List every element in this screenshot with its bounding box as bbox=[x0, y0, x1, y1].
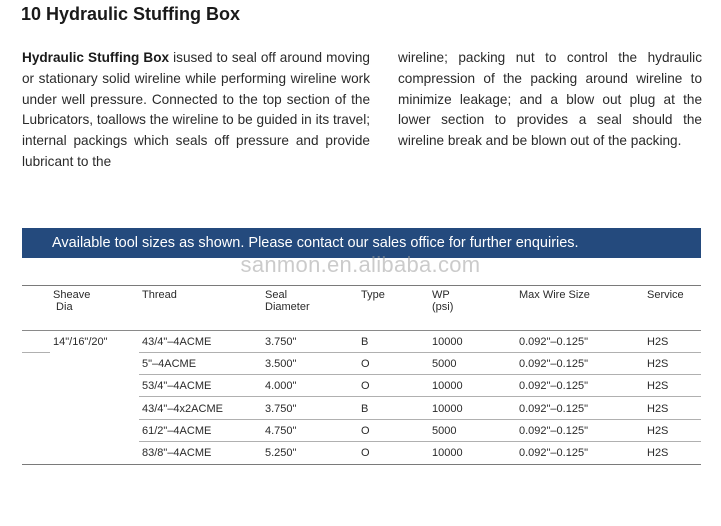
cell-thread: 53/4"–4ACME bbox=[142, 380, 212, 393]
header-seal-diameter: Seal Diameter bbox=[265, 289, 310, 313]
intro-left-column bbox=[22, 48, 370, 173]
cell-max-wire-size: 0.092"–0.125" bbox=[519, 358, 588, 371]
cell-max-wire-size: 0.092"–0.125" bbox=[519, 336, 588, 348]
page-title: 10 Hydraulic Stuffing Box bbox=[21, 4, 241, 24]
table-bottom-rule bbox=[22, 464, 701, 465]
cell-service: H2S bbox=[647, 447, 669, 459]
cell-type: O bbox=[361, 380, 370, 393]
intro-right-column: wireline; packing nut to control the hydraulic compression of the packing around wireline to minimize leakage; and a blow out plug at the lower section to provides a seal should the wireline break and be blown out of the packing. bbox=[398, 50, 702, 149]
cell-wp: 5000 bbox=[432, 358, 457, 371]
cell-wp: 10000 bbox=[432, 336, 463, 348]
cell-seal-diameter: 3.500" bbox=[265, 358, 297, 371]
header-rule bbox=[22, 330, 701, 331]
row-divider bbox=[139, 441, 701, 442]
cell-thread: 61/2"–4ACME bbox=[142, 424, 212, 437]
cell-wp: 10000 bbox=[432, 447, 463, 459]
watermark: sanmon.en.alibaba.com bbox=[240, 252, 481, 277]
cell-thread: 43/4"–4x2ACME bbox=[142, 402, 223, 415]
sheave-dia-value: 14"/16"/20" bbox=[53, 336, 108, 348]
cell-type: O bbox=[361, 424, 370, 437]
cell-service: H2S bbox=[647, 424, 669, 437]
cell-thread: 83/8"–4ACME bbox=[142, 447, 212, 459]
cell-seal-diameter: 4.750" bbox=[265, 424, 297, 437]
row-divider bbox=[139, 419, 701, 420]
cell-seal-diameter: 5.250" bbox=[265, 447, 297, 459]
cell-seal-diameter: 4.000" bbox=[265, 380, 297, 393]
cell-max-wire-size: 0.092"–0.125" bbox=[519, 402, 588, 415]
row-divider bbox=[139, 396, 701, 397]
cell-wp: 10000 bbox=[432, 380, 463, 393]
header-service: Service bbox=[647, 289, 684, 301]
cell-service: H2S bbox=[647, 336, 669, 348]
cell-seal-diameter: 3.750" bbox=[265, 402, 297, 415]
cell-wp: 10000 bbox=[432, 402, 463, 415]
cell-wp: 5000 bbox=[432, 424, 457, 437]
cell-service: H2S bbox=[647, 380, 669, 393]
cell-service: H2S bbox=[647, 358, 669, 371]
header-thread: Thread bbox=[142, 289, 177, 301]
header-wp: WP (psi) bbox=[432, 289, 454, 313]
product-name: Hydraulic Stuffing Box bbox=[22, 50, 170, 65]
header-sheave-dia: Sheave Dia bbox=[53, 289, 91, 313]
cell-thread: 43/4"–4ACME bbox=[142, 336, 212, 348]
header-type: Type bbox=[361, 289, 385, 301]
table-top-rule bbox=[22, 285, 701, 286]
cell-max-wire-size: 0.092"–0.125" bbox=[519, 447, 588, 459]
cell-type: O bbox=[361, 358, 370, 371]
intro-left-text: isused to seal off around moving or stationary solid wireline while performing wireline work under well pressure. Connected to the top section of the Lubricators, toallows the wireline to be guided in its travel; internal packings which seals off pressure and provide lubricant to the bbox=[22, 50, 370, 169]
cell-type: B bbox=[361, 402, 369, 415]
cell-type: O bbox=[361, 447, 370, 459]
cell-max-wire-size: 0.092"–0.125" bbox=[519, 424, 588, 437]
sheave-rule bbox=[22, 352, 50, 353]
header-max-wire-size: Max Wire Size bbox=[519, 289, 590, 301]
cell-service: H2S bbox=[647, 402, 669, 415]
cell-seal-diameter: 3.750" bbox=[265, 336, 297, 348]
row-divider bbox=[139, 374, 701, 375]
cell-type: B bbox=[361, 336, 369, 348]
cell-max-wire-size: 0.092"–0.125" bbox=[519, 380, 588, 393]
availability-banner: Available tool sizes as shown. Please contact our sales office for further enquiries. bbox=[22, 228, 701, 258]
row-divider bbox=[139, 352, 701, 353]
cell-thread: 5"–4ACME bbox=[142, 358, 197, 371]
